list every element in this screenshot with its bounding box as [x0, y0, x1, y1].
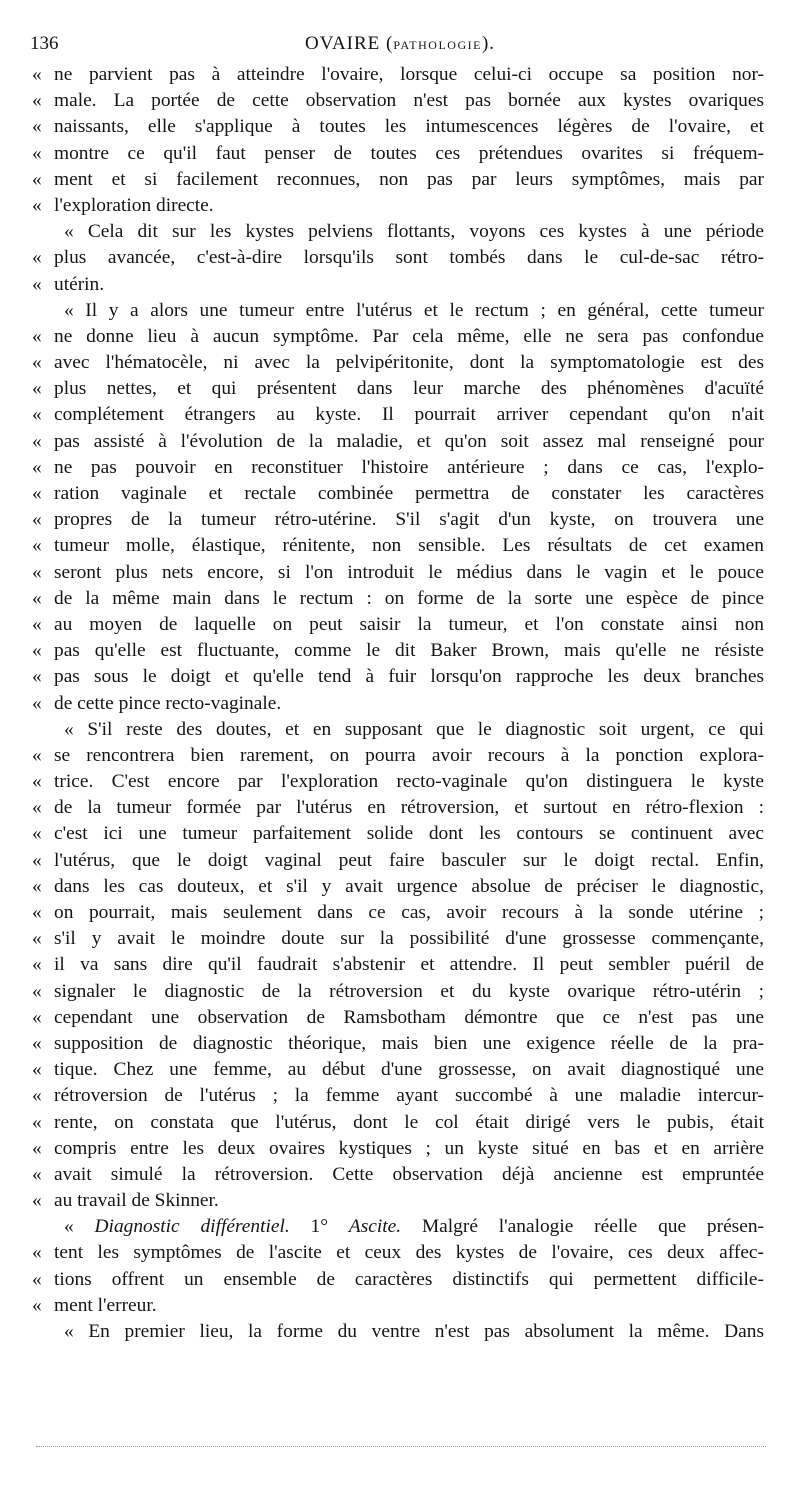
line-text: « S'il reste des doutes, et en supposant que le diagnostic soit urgent, ce qui — [64, 718, 764, 740]
text-line — [0, 1031, 800, 1057]
line-text: dans les cas douteux, et s'il y avait urgence absolue de préciser le diagnostic, — [54, 875, 764, 897]
text-line — [0, 1293, 800, 1319]
text-line — [0, 1057, 800, 1083]
line-text: pas assisté à l'évolution de la maladie, et qu'on soit assez mal renseigné pour — [54, 430, 764, 452]
quote-mark: « — [32, 247, 42, 269]
quote-mark: « — [32, 1006, 42, 1028]
quote-mark: « — [32, 744, 42, 766]
line-text: au moyen de laquelle on peut saisir la tumeur, et l'on constate ainsi non — [54, 613, 764, 635]
quote-mark: « — [32, 352, 42, 374]
text-line — [0, 324, 800, 350]
line-text: se rencontrera bien rarement, on pourra avoir recours à la ponction explora- — [54, 744, 764, 766]
running-head-main: OVAIRE ( — [304, 33, 394, 54]
line-text: ment l'erreur. — [54, 1294, 157, 1316]
line-text: ne donne lieu à aucun symptôme. Par cela même, elle ne sera pas confondue — [54, 325, 764, 347]
line-text: ration vaginale et rectale combinée permettra de constater les caractères — [54, 483, 764, 504]
text-line — [0, 219, 800, 245]
line-text: c'est ici une tumeur parfaitement solide dont les contours se continuent avec — [54, 823, 764, 845]
text-line — [0, 350, 800, 376]
quote-mark: « — [32, 1190, 42, 1212]
line-text: trice. C'est encore par l'exploration recto-vaginale qu'on distinguera le kyste — [54, 771, 764, 793]
line-text: « Cela dit sur les kystes pelviens flottants, voyons ces kystes à une période — [64, 221, 764, 243]
text-line — [0, 1267, 800, 1293]
text-line — [0, 429, 800, 455]
quote-mark: « — [32, 875, 42, 897]
quote-mark: « — [32, 980, 42, 1002]
quote-mark: « — [32, 1111, 42, 1133]
quote-mark: « — [32, 535, 42, 557]
line-text: naissants, elle s'applique à toutes les intumescences légères de l'ovaire, et — [54, 116, 764, 138]
text-line — [0, 560, 800, 586]
quote-mark: « — [32, 1085, 42, 1107]
quote-mark: « — [32, 1059, 42, 1081]
text-line — [0, 481, 800, 507]
italic-heading: Diagnostic différentiel. — [94, 1216, 290, 1238]
quote-mark: « — [32, 1268, 42, 1290]
text-line — [0, 402, 800, 428]
line-text: ne pas pouvoir en reconstituer l'histoire antérieure ; dans ce cas, l'explo- — [54, 456, 764, 478]
quote-mark: « — [32, 509, 42, 531]
line-text: tions offrent un ensemble de caractères distinctifs qui permettent difficile- — [54, 1268, 764, 1290]
text-line — [0, 1240, 800, 1266]
text-line — [0, 664, 800, 690]
line-rest: Malgré l'analogie réelle que présen- — [401, 1216, 764, 1238]
text-line — [0, 245, 800, 271]
quote-mark: « — [32, 954, 42, 976]
quote-mark: « — [32, 823, 42, 845]
text-line — [0, 952, 800, 978]
line-text: au travail de Skinner. — [54, 1190, 219, 1212]
line-text: ment et si facilement reconnues, non pas par leurs symptômes, mais par — [54, 168, 764, 190]
text-line — [0, 848, 800, 874]
text-line — [0, 455, 800, 481]
text-line — [0, 1188, 800, 1214]
text-line — [0, 88, 800, 114]
quote-mark: « — [32, 142, 42, 164]
line-text: l'exploration directe. — [54, 194, 214, 216]
quote-mark: « — [32, 1163, 42, 1185]
line-text: signaler le diagnostic de la rétroversion et du kyste ovarique rétro-utérin ; — [54, 980, 764, 1002]
text-line — [0, 62, 800, 88]
quote-mark: « — [32, 1032, 42, 1054]
quote-mark: « — [32, 902, 42, 923]
line-text: tumeur molle, élastique, rénitente, non sensible. Les résultats de cet examen — [54, 535, 764, 557]
quote-mark: « — [32, 1242, 42, 1264]
text-line — [0, 874, 800, 900]
text-line — [0, 193, 800, 219]
line-text: pas sous le doigt et qu'elle tend à fuir lorsqu'on rapproche les deux branches — [54, 666, 764, 688]
line-text: montre ce qu'il faut penser de toutes ces prétendues ovarites si fréquem- — [54, 142, 764, 164]
text-line — [0, 1319, 800, 1345]
line-text: rétroversion de l'utérus ; la femme ayant succombé à une maladie intercur- — [54, 1085, 764, 1107]
text-line — [0, 1005, 800, 1031]
quote-mark: « — [32, 692, 42, 714]
text-line — [0, 795, 800, 821]
line-text: il va sans dire qu'il faudrait s'abstenir et attendre. Il peut sembler puéril de — [54, 954, 764, 976]
quote-mark: « — [32, 378, 42, 400]
line-text: male. La portée de cette observation n'est pas bornée aux kystes ovariques — [54, 90, 764, 112]
line-text: rente, on constata que l'utérus, dont le col était dirigé vers le pubis, était — [54, 1111, 764, 1133]
line-text: s'il y avait le moindre doute sur la possibilité d'une grossesse commençante, — [54, 928, 764, 950]
quote-mark: « — [32, 666, 42, 688]
text-line — [0, 926, 800, 952]
line-text: « Il y a alors une tumeur entre l'utérus et le rectum ; en général, cette tumeur — [64, 299, 764, 321]
line-text — [64, 1214, 764, 1240]
text-line — [0, 1136, 800, 1162]
text-line — [0, 900, 800, 926]
text-line — [0, 114, 800, 140]
quote-mark: « — [32, 325, 42, 347]
text-line — [0, 1214, 800, 1240]
line-text: avait simulé la rétroversion. Cette observation déjà ancienne est empruntée — [54, 1163, 764, 1185]
text-line — [0, 507, 800, 533]
line-text: avec l'hématocèle, ni avec la pelvipéritonite, dont la symptomatologie est des — [54, 352, 764, 374]
quote-mark: « — [32, 561, 42, 583]
line-text: compris entre les deux ovaires kystiques ; un kyste situé en bas et en arrière — [54, 1137, 764, 1159]
text-line — [0, 1110, 800, 1136]
line-text: supposition de diagnostic théorique, mais bien une exigence réelle de la pra- — [54, 1032, 764, 1054]
text-line — [0, 821, 800, 847]
running-head-end: ). — [481, 33, 496, 54]
line-text: complétement étrangers au kyste. Il pourrait arriver cependant qu'on n'ait — [54, 404, 764, 426]
line-text: pas qu'elle est fluctuante, comme le dit Baker Brown, mais qu'elle ne résiste — [54, 640, 764, 662]
line-text: tique. Chez une femme, au début d'une grossesse, on avait diagnostiqué une — [54, 1059, 764, 1081]
footer-dotted-rule — [36, 1446, 766, 1447]
quote-mark: « — [32, 273, 42, 295]
line-text: utérin. — [54, 273, 105, 295]
text-line — [0, 141, 800, 167]
line-text: on pourrait, mais seulement dans ce cas, avoir recours à la sonde utérine ; — [54, 902, 764, 923]
line-mid: 1° — [289, 1216, 349, 1238]
line-prefix: « — [64, 1216, 95, 1238]
running-head-small: PATHOLOGIE — [393, 38, 482, 52]
quote-mark: « — [32, 404, 42, 426]
italic-subheading: Ascite. — [348, 1216, 402, 1238]
line-text: de la tumeur formée par l'utérus en rétroversion, et surtout en rétro-flexion : — [54, 797, 764, 819]
page-number: 136 — [30, 33, 59, 54]
page-header — [30, 30, 770, 58]
text-line — [0, 272, 800, 298]
quote-mark: « — [32, 64, 42, 85]
quote-mark: « — [32, 456, 42, 478]
quote-mark: « — [32, 928, 42, 950]
text-line — [0, 638, 800, 664]
quote-mark: « — [32, 797, 42, 819]
text-line — [0, 586, 800, 612]
quote-mark: « — [32, 194, 42, 216]
line-text: plus nettes, et qui présentent dans leur marche des phénomènes d'acuïté — [54, 378, 764, 400]
text-line — [0, 691, 800, 717]
body-text — [0, 62, 800, 1345]
quote-mark: « — [32, 168, 42, 190]
quote-mark: « — [32, 430, 42, 452]
line-text: « En premier lieu, la forme du ventre n'est pas absolument la même. Dans — [64, 1321, 764, 1342]
text-line — [0, 769, 800, 795]
quote-mark: « — [32, 116, 42, 138]
text-line — [0, 1162, 800, 1188]
line-text: ne parvient pas à atteindre l'ovaire, lorsque celui-ci occupe sa position nor- — [54, 64, 764, 85]
text-line — [0, 376, 800, 402]
quote-mark: « — [32, 640, 42, 662]
text-line — [0, 533, 800, 559]
quote-mark: « — [32, 849, 42, 871]
line-text: cependant une observation de Ramsbotham démontre que ce n'est pas une — [54, 1006, 764, 1028]
text-line — [0, 167, 800, 193]
quote-mark: « — [32, 483, 42, 504]
quote-mark: « — [32, 613, 42, 635]
line-text: plus avancée, c'est-à-dire lorsqu'ils sont tombés dans le cul-de-sac rétro- — [54, 247, 764, 269]
line-text: l'utérus, que le doigt vaginal peut faire basculer sur le doigt rectal. Enfin, — [54, 849, 764, 871]
quote-mark: « — [32, 1137, 42, 1159]
quote-mark: « — [32, 771, 42, 793]
line-text: tent les symptômes de l'ascite et ceux des kystes de l'ovaire, ces deux affec- — [54, 1242, 764, 1264]
quote-mark: « — [32, 1294, 42, 1316]
quote-mark: « — [32, 90, 42, 112]
quote-mark: « — [32, 587, 42, 609]
text-line — [0, 1083, 800, 1109]
text-line — [0, 612, 800, 638]
line-text: propres de la tumeur rétro-utérine. S'il s'agit d'un kyste, on trouvera une — [54, 509, 764, 531]
running-head — [30, 30, 770, 59]
line-text: de la même main dans le rectum : on forme de la sorte une espèce de pince — [54, 587, 764, 609]
line-text: de cette pince recto-vaginale. — [54, 692, 282, 714]
line-text: seront plus nets encore, si l'on introduit le médius dans le vagin et le pouce — [54, 561, 764, 583]
text-line — [0, 979, 800, 1005]
text-line — [0, 298, 800, 324]
text-line — [0, 717, 800, 743]
text-line — [0, 743, 800, 769]
